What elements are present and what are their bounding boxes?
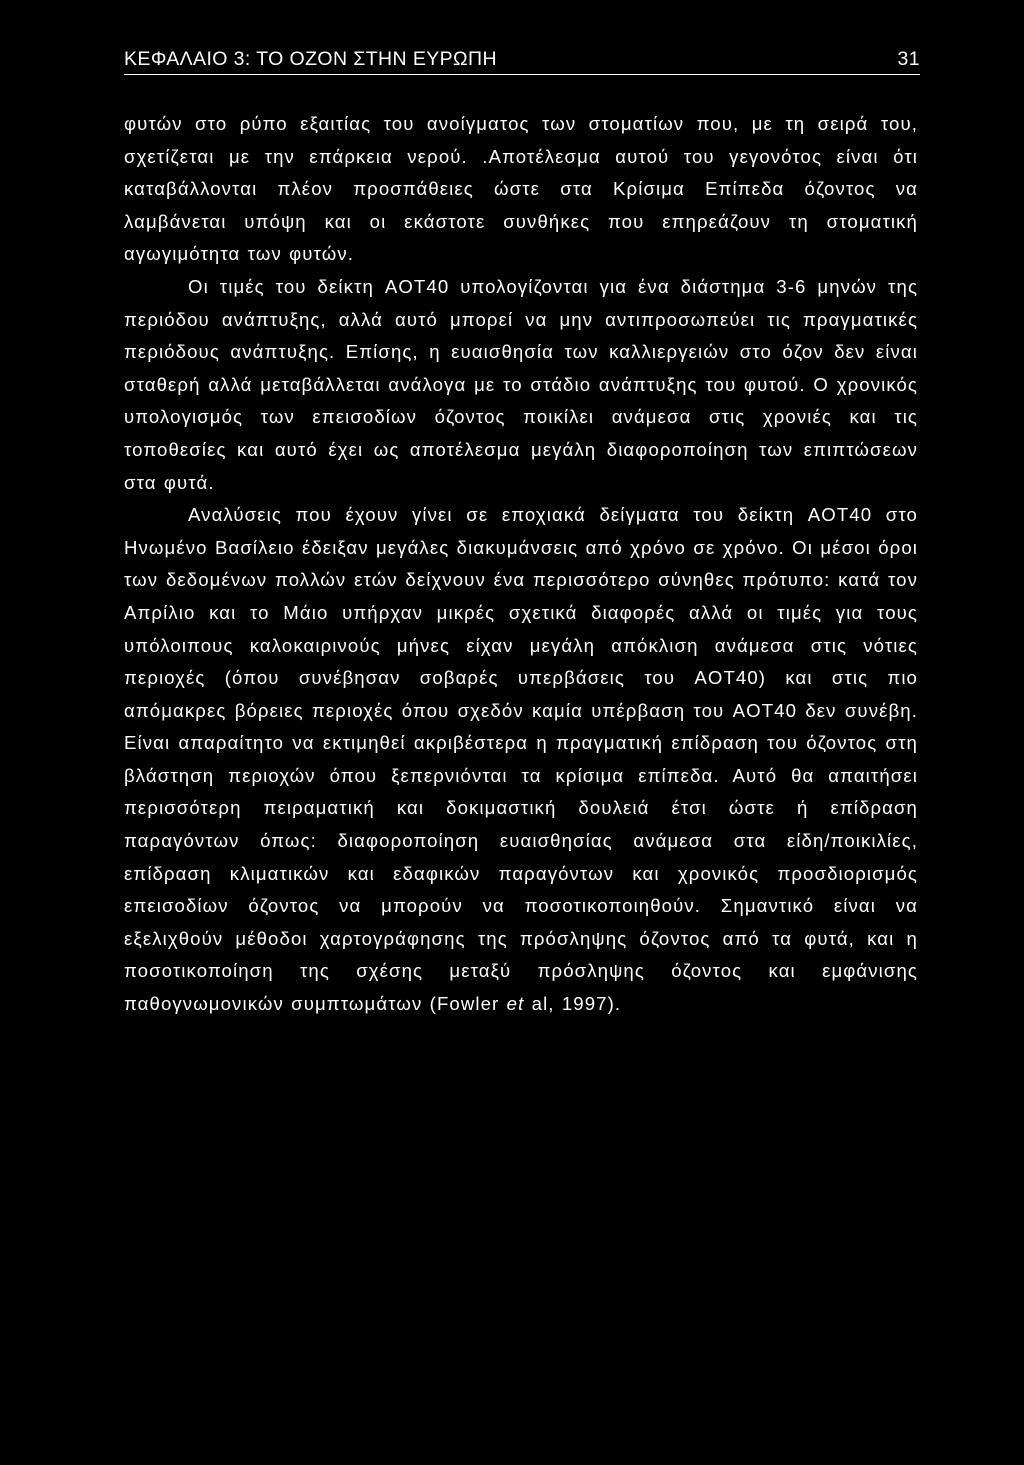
chapter-title: ΚΕΦΑΛΑΙΟ 3: ΤΟ ΟΖΟΝ ΣΤΗΝ ΕΥΡΩΠΗ xyxy=(124,48,497,70)
paragraph-1 xyxy=(124,108,918,271)
paragraph-2-text: Οι τιμές του δείκτη AOT40 υπολογίζονται για ένα διάστημα 3-6 μηνών της περιόδου ανάπτυξης, αλλά αυτό μπορεί να μην αντιπροσωπεύει τις πραγματικές περιόδους ανάπτυξης. Επίσης, η ευαισθησία των καλλιεργειών στο όζον δεν είναι σταθερή αλλά μεταβάλλεται ανάλογα με το στάδιο ανάπτυξης του φυτού. Ο χρονικός υπολογισμός των επεισοδίων όζοντος ποικίλει ανάμεσα στις χρονιές και τις τοποθεσίες και αυτό έχει ως αποτέλεσμα μεγάλη διαφοροποίηση των επιπτώσεων στα φυτά. xyxy=(124,275,918,493)
page-number: 31 xyxy=(897,48,920,70)
paragraph-3 xyxy=(124,499,918,1021)
paragraph-2 xyxy=(124,271,918,499)
body-text xyxy=(124,108,918,1021)
running-header xyxy=(124,42,920,75)
citation-et: et xyxy=(506,993,525,1015)
paragraph-1-text: φυτών στο ρύπο εξαιτίας του ανοίγματος των στοματίων που, με τη σειρά του, σχετίζεται με την επάρκεια νερού. .Αποτέλεσμα αυτού του γεγονότος είναι ότι καταβάλλονται πλέον προσπάθειες ώστε στα Κρίσιμα Επίπεδα όζοντος να λαμβάνεται υπόψη και οι εκάστοτε συνθήκες που επηρεάζουν τη στοματική αγωγιμότητα των φυτών. xyxy=(124,113,918,265)
citation-rest: al, 1997). xyxy=(531,993,622,1015)
paragraph-3-text: Αναλύσεις που έχουν γίνει σε εποχιακά δείγματα του δείκτη AOT40 στο Ηνωμένο Βασίλειο έδειξαν μεγάλες διακυμάνσεις από χρόνο σε χρόνο. Οι μέσοι όροι των δεδομένων πολλών ετών δείχνουν ένα περισσότερο σύνηθες πρότυπο: κατά τον Απρίλιο και το Μάιο υπήρχαν μικρές σχετικά διαφορές αλλά οι τιμές για τους υπόλοιπους καλοκαιρινούς μήνες είχαν μεγάλη απόκλιση ανάμεσα στις νότιες περιοχές (όπου συνέβησαν σοβαρές υπερβάσεις του AOT40) και στις πιο απόμακρες βόρειες περιοχές όπου σχεδόν καμία υπέρβαση του AOT40 δεν συνέβη. Είναι απαραίτητο να εκτιμηθεί ακριβέστερα η πραγματική επίδραση του όζοντος στη βλάστηση περιοχών όπου ξεπερνιόνται τα κρίσιμα επίπεδα. Αυτό θα απαιτήσει περισσότερη πειραματική και δοκιμαστική δουλειά έτσι ώστε ή επίδραση παραγόντων όπως: διαφοροποίηση ευαισθησίας ανάμεσα στα είδη/ποικιλίες, επίδραση κλιματικών και εδαφικών παραγόντων και χρονικός προσδιορισμός επεισοδίων όζοντος να μπορούν να ποσοτικοποιηθούν. Σημαντικό είναι να εξελιχθούν μέθοδοι χαρτογράφησης της πρόσληψης όζοντος από τα φυτά, και η ποσοτικοποίηση της σχέσης μεταξύ πρόσληψης όζοντος και εμφάνισης παθογνωμονικών συμπτωμάτων (Fowler xyxy=(124,504,918,1015)
